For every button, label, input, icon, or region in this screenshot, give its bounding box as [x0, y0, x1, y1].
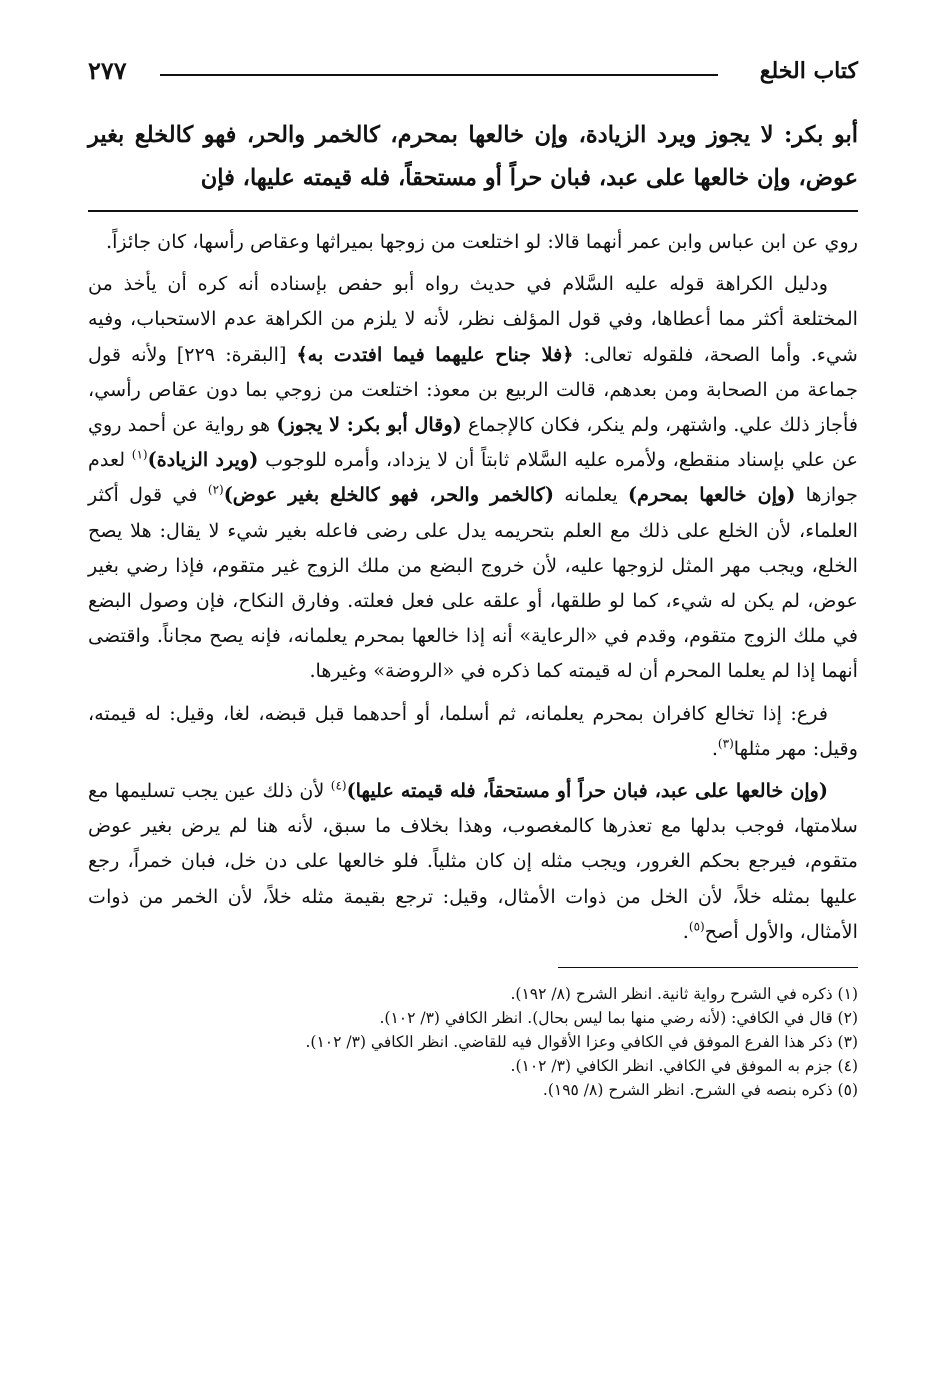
commentary-paragraph	[88, 266, 858, 688]
footnote-ref: (٢)	[207, 483, 224, 498]
matn-divider	[88, 210, 858, 212]
paragraph-text: ودليل الكراهة قوله عليه السَّلام في حديث رواه أبو حفص بإسناده أنه كره أن يأخذ من المختلعة أكثر مما أعطاها، وفي قول المؤلف نظر، لأنه لا يلزم من الكراهة عدم الاستحباب، وفيه شيء. وأما الصحة، فلقوله تعالى:	[88, 272, 858, 366]
footnote: (١) ذكره في الشرح رواية ثانية. انظر الشرح (٨/ ١٩٢).	[510, 985, 858, 1004]
paragraph-text: لأن ذلك عين يجب تسليمها مع سلامتها، فوجب بدلها مع تعذرها كالمغصوب، وهذا بخلاف ما سبق، لأنه هنا لم يرض بغير عوض متقوم، فيرجع بحكم الغرور، ويجب مثله إن كان مثلياً. فلو خالعها على دن خل، فبان خمراً، رجع عليها بمثله خلاً، لأن الخل من ذوات الأمثال، وقيل: ترجع بقيمة مثله خلاً، لأن الخمر من ذوات الأمثال، والأول أصح	[88, 779, 858, 943]
page-number: ٢٧٧	[88, 56, 127, 85]
footnotes	[88, 982, 858, 1102]
matn-quote: (كالخمر والحر، فهو كالخلع بغير عوض)	[223, 483, 554, 507]
footnote: (٣) ذكر هذا الفرع الموفق في الكافي وعزا الأقوال فيه للقاضي. انظر الكافي (٣/ ١٠٢).	[305, 1033, 858, 1052]
commentary-paragraph	[88, 696, 858, 766]
footnote: (٤) جزم به الموفق في الكافي. انظر الكافي (٣/ ١٠٢).	[510, 1057, 858, 1076]
book-page	[88, 52, 858, 1102]
matn-quote: (وإن خالعها على عبد، فبان حراً أو مستحقاً، فله قيمته عليها)	[346, 779, 828, 803]
commentary	[88, 224, 858, 949]
quran-quote: ﴿فلا جناح عليهما فيما افتدت به﴾	[296, 342, 574, 366]
footnote-ref: (١)	[131, 447, 148, 462]
footnote: (٢) قال في الكافي: (لأنه رضي منها بما ليس بحال). انظر الكافي (٣/ ١٠٢).	[379, 1009, 858, 1028]
matn-quote: (وقال أبو بكر: لا يجوز)	[276, 413, 462, 437]
paragraph-text: لعدم جوازها	[88, 448, 859, 507]
paragraph-text: روي عن ابن عباس وابن عمر أنهما قالا: لو اختلعت من زوجها بميراثها وعقاص رأسها، كان جائزاً.	[105, 230, 858, 253]
header-rule	[160, 74, 718, 76]
footnote-divider	[558, 967, 858, 968]
matn-text: أبو بكر: لا يجوز ويرد الزيادة، وإن خالعها بمحرم، كالخمر والحر، فهو كالخلع بغير عوض، وإن خالعها على عبد، فبان حراً أو مستحقاً، فله قيمته عليها، فإن	[88, 122, 858, 191]
paragraph-text: فرع: إذا تخالع كافران بمحرم يعلمانه، ثم أسلما، أو أحدهما قبل قبضه، لغا، وقيل: له قيمته، وقيل: مهر مثلها	[88, 701, 858, 760]
matn-quote: (وإن خالعها بمحرم)	[628, 483, 796, 507]
matn-quote: (ويرد الزيادة)	[147, 448, 259, 472]
footnote: (٥) ذكره بنصه في الشرح. انظر الشرح (٨/ ١٩٥).	[542, 1081, 858, 1100]
paragraph-text: في قول أكثر العلماء، لأن الخلع على ذلك مع العلم بتحريمه يدل على رضى فاعله بغير شيء لا يقال: هلا يصح الخلع، ويجب مهر المثل لزوجها عليه، لأن خروج البضع من ملك الزوج غير متقوم، فإذا رضي بغير عوض، لم يكن له شيء، كما لو طلقها، أو علقه على فعل فعلته. وفارق النكاح، فإن وصول البضع في ملك الزوج متقوم، وقدم في «الرعاية» أنه إذا خالعها بمحرم يعلمانه، فإنه يصح مجاناً. واقتضى أنهما إذا لم يعلما المحرم أن له قيمته كما ذكره في «الروضة» وغيرها.	[88, 483, 858, 683]
paragraph-text: .	[682, 919, 689, 943]
footnote-ref: (٤)	[330, 778, 347, 793]
book-title: كتاب الخلع	[759, 58, 858, 84]
commentary-paragraph	[88, 224, 858, 259]
commentary-paragraph	[88, 773, 858, 949]
paragraph-text: .	[711, 736, 718, 760]
footnote-ref: (٥)	[688, 919, 705, 934]
paragraph-text: [البقرة: ٢٢٩] ولأنه قول جماعة من الصحابة ومن بعدهم، قالت الربيع بن معوذ: اختلعت من زوجي بما دون عقاص رأسي، فأجاز ذلك علي. واشتهر، ولم ينكر، فكان كالإجماع	[88, 342, 859, 437]
running-header	[88, 52, 858, 92]
footnote-ref: (٣)	[717, 736, 734, 751]
paragraph-text: هو رواية عن أحمد روي عن علي بإسناد منقطع، ولأمره عليه السَّلام ثابتاً أن لا يزداد، وأمره للوجوب	[88, 413, 859, 472]
paragraph-text: يعلمانه	[553, 483, 629, 507]
